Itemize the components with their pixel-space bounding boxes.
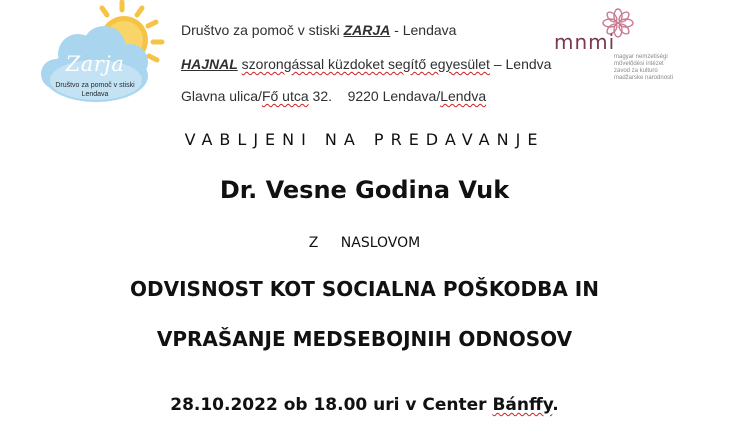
zarja-logo	[38, 0, 168, 112]
zarja-logo-line2: Lendava	[81, 91, 109, 98]
zarja-logo-title: Zarja	[65, 52, 125, 76]
mnmi-logo-line4: madžarske narodnosti	[614, 75, 674, 81]
header-hajnal-text: szorongással küzdoket segítő egyesület	[241, 56, 490, 72]
header-zarja-name: ZARJA	[343, 22, 391, 38]
event-datetime-prefix: 28.10.2022 ob 18.00 uri v Center	[170, 395, 493, 415]
header-line-address	[181, 88, 486, 104]
mnmi-logo-line2: művelődési intézet	[614, 61, 664, 67]
lecture-title-line2: VPRAŠANJE MEDSEBOJNIH ODNOSOV	[156, 327, 573, 351]
header-line-hajnal	[181, 56, 551, 72]
address-street-b: Fő utca	[261, 88, 309, 104]
header-line1-suffix: - Lendava	[390, 22, 457, 38]
lecture-title-line1: ODVISNOST KOT SOCIALNA POŠKODBA IN	[130, 277, 599, 301]
header-line-zarja	[181, 22, 456, 38]
invitation-heading: VABLJENI NA PREDAVANJE	[184, 130, 545, 149]
event-datetime	[0, 395, 729, 415]
header-line2-suffix: – Lendva	[489, 56, 552, 72]
address-number: 32.	[308, 88, 332, 104]
event-venue: Bánffy	[492, 395, 553, 415]
mnmi-logo-word: mnmi	[554, 30, 616, 54]
zarja-logo-line1: Društvo za pomoč v stiski	[55, 82, 135, 89]
address-city-hu: Lendva	[440, 88, 487, 104]
speaker-name: Dr. Vesne Godina Vuk	[219, 176, 510, 204]
mnmi-logo-line3: zavod za kulturo	[614, 68, 658, 74]
event-datetime-suffix: .	[552, 395, 559, 415]
mnmi-logo	[552, 8, 702, 98]
mnmi-logo-line1: magyar nemzetiségi	[614, 54, 668, 60]
address-street-a: Glavna ulica/	[181, 88, 262, 104]
address-postal: 9220 Lendava/	[347, 88, 441, 104]
subtitle-label: Z NASLOVOM	[308, 235, 421, 251]
header-hajnal-name: HAJNAL	[181, 56, 238, 72]
header-line1-prefix: Društvo za pomoč v stiski	[181, 22, 344, 38]
